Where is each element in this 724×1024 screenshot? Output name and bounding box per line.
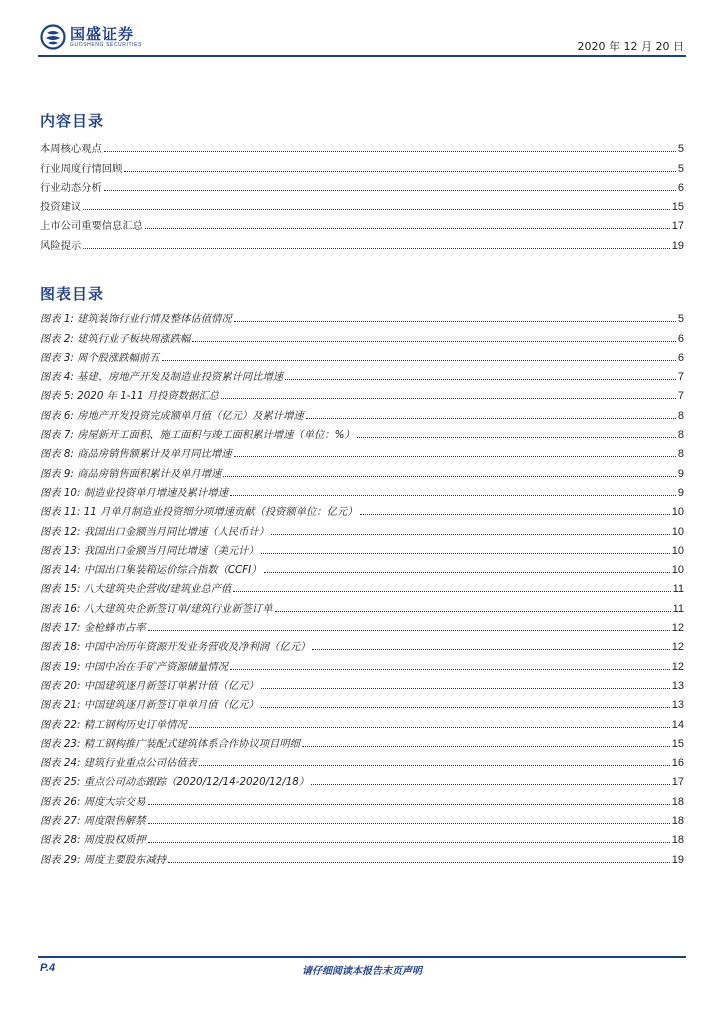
- figure-entry[interactable]: [40, 557, 684, 576]
- contents-entry[interactable]: [40, 175, 684, 194]
- figure-entry-page-number: 10: [671, 544, 684, 557]
- figure-entry-page-number: 17: [671, 776, 684, 789]
- figure-entry-label: 图表 19: 中国中冶在手矿产资源储量情况: [40, 658, 230, 673]
- contents-entry[interactable]: [40, 136, 684, 155]
- figure-entry[interactable]: [40, 499, 684, 518]
- dot-leader: [302, 746, 670, 747]
- figure-entry-label: 图表 8: 商品房销售额累计及单月同比增速: [40, 445, 234, 460]
- contents-entry-page-number: 6: [677, 181, 684, 194]
- figure-entry-label: 图表 4: 基建、房地产开发及制造业投资累计同比增速: [40, 368, 285, 383]
- dot-leader: [104, 151, 676, 152]
- figure-entry-label: 图表 1: 建筑装饰行业行情及整体估值情况: [40, 310, 234, 325]
- logo-mark-icon: [40, 24, 66, 50]
- figure-entry-page-number: 11: [672, 602, 684, 615]
- contents-list: [40, 136, 684, 252]
- dot-leader: [230, 495, 676, 496]
- contents-entry-page-number: 5: [677, 143, 684, 156]
- figure-entry[interactable]: [40, 595, 684, 614]
- dot-leader: [312, 649, 670, 650]
- figure-entry-label: 图表 13: 我国出口金额当月同比增速（美元计）: [40, 542, 261, 557]
- figure-entry[interactable]: [40, 846, 684, 865]
- figure-entry[interactable]: [40, 402, 684, 421]
- figure-entry[interactable]: [40, 441, 684, 460]
- figure-entry-page-number: 12: [671, 641, 684, 654]
- figure-entry[interactable]: [40, 422, 684, 441]
- dot-leader: [124, 171, 676, 172]
- report-date: 2020 年 12 月 20 日: [577, 40, 684, 53]
- footer-divider: [38, 956, 686, 958]
- dot-leader: [145, 228, 670, 229]
- dot-leader: [261, 707, 670, 708]
- figure-entry[interactable]: [40, 480, 684, 499]
- figure-entry-page-number: 16: [671, 757, 684, 770]
- figure-entry-label: 图表 21: 中国建筑逐月新签订单单月值（亿元）: [40, 696, 261, 711]
- contents-entry-label: 上市公司重要信息汇总: [40, 217, 145, 232]
- figure-entry[interactable]: [40, 345, 684, 364]
- dot-leader: [357, 437, 676, 438]
- figure-entry-page-number: 6: [677, 332, 684, 345]
- figure-entry-label: 图表 28: 周度股权质押: [40, 831, 148, 846]
- contents-entry-page-number: 15: [671, 201, 684, 214]
- dot-leader: [264, 572, 670, 573]
- dot-leader: [148, 804, 670, 805]
- figure-entry[interactable]: [40, 673, 684, 692]
- contents-entry-page-number: 19: [671, 239, 684, 252]
- dot-leader: [223, 476, 676, 477]
- figure-entry-label: 图表 10: 制造业投资单月增速及累计增速: [40, 484, 230, 499]
- figure-entry-page-number: 10: [671, 564, 684, 577]
- figure-entry-label: 图表 17: 金枪蜂市占率: [40, 619, 148, 634]
- dot-leader: [148, 630, 670, 631]
- figure-entry[interactable]: [40, 692, 684, 711]
- figure-entry-page-number: 12: [671, 660, 684, 673]
- figure-entry[interactable]: [40, 306, 684, 325]
- contents-entry-label: 行业动态分析: [40, 179, 104, 194]
- figure-entry[interactable]: [40, 325, 684, 344]
- figure-entry-label: 图表 5: 2020 年 1-11 月投资数据汇总: [40, 387, 221, 402]
- contents-entry-label: 行业周度行情回顾: [40, 160, 124, 175]
- figure-entry-label: 图表 3: 周个股涨跌幅前五: [40, 349, 162, 364]
- dot-leader: [192, 341, 675, 342]
- figure-entry-page-number: 8: [677, 448, 684, 461]
- dot-leader: [221, 398, 676, 399]
- figures-list: [40, 306, 684, 866]
- figures-title: 图表目录: [40, 285, 105, 303]
- figure-entry-label: 图表 20: 中国建筑逐月新签订单累计值（亿元）: [40, 677, 261, 692]
- figure-entry-label: 图表 29: 周度主要股东减持: [40, 851, 168, 866]
- contents-title: 内容目录: [40, 112, 105, 130]
- figure-entry[interactable]: [40, 615, 684, 634]
- figure-entry-page-number: 14: [671, 718, 684, 731]
- figure-entry[interactable]: [40, 460, 684, 479]
- figure-entry-label: 图表 14: 中国出口集装箱运价综合指数（CCFI）: [40, 561, 264, 576]
- figure-entry-label: 图表 25: 重点公司动态跟踪（2020/12/14-2020/12/18）: [40, 773, 311, 788]
- page-header: [0, 0, 724, 60]
- figure-entry-page-number: 19: [671, 853, 684, 866]
- figure-entry[interactable]: [40, 788, 684, 807]
- dot-leader: [261, 688, 670, 689]
- figure-entry-page-number: 5: [677, 313, 684, 326]
- figure-entry-page-number: 8: [677, 429, 684, 442]
- figure-entry-page-number: 11: [672, 583, 684, 596]
- contents-entry[interactable]: [40, 232, 684, 251]
- dot-leader: [233, 591, 670, 592]
- logo-english-name: GUOSHENG SECURITIES: [70, 42, 142, 48]
- figure-entry-page-number: 9: [677, 486, 684, 499]
- dot-leader: [234, 456, 676, 457]
- dot-leader: [104, 190, 676, 191]
- dot-leader: [275, 611, 671, 612]
- dot-leader: [285, 379, 676, 380]
- figure-entry-page-number: 9: [677, 467, 684, 480]
- company-logo: [40, 24, 142, 50]
- contents-entry[interactable]: [40, 155, 684, 174]
- contents-entry-label: 风险提示: [40, 237, 83, 252]
- dot-leader: [271, 534, 670, 535]
- figure-entry[interactable]: [40, 711, 684, 730]
- figure-entry-page-number: 10: [671, 506, 684, 519]
- figure-entry-page-number: 13: [671, 679, 684, 692]
- dot-leader: [234, 321, 676, 322]
- figure-entry-label: 图表 12: 我国出口金额当月同比增速（人民币计）: [40, 523, 271, 538]
- figure-entry[interactable]: [40, 576, 684, 595]
- figure-entry-page-number: 10: [671, 525, 684, 538]
- figure-entry[interactable]: [40, 634, 684, 653]
- figure-entry[interactable]: [40, 808, 684, 827]
- dot-leader: [83, 248, 670, 249]
- figure-entry-label: 图表 2: 建筑行业子板块周涨跌幅: [40, 330, 192, 345]
- contents-entry-label: 投资建议: [40, 198, 83, 213]
- figure-entry-page-number: 8: [677, 409, 684, 422]
- page-number: P.4: [40, 962, 56, 974]
- figure-entry-page-number: 13: [671, 699, 684, 712]
- figure-entry-page-number: 6: [677, 351, 684, 364]
- dot-leader: [189, 727, 670, 728]
- contents-entry[interactable]: [40, 213, 684, 232]
- contents-entry-label: 本周核心观点: [40, 140, 104, 155]
- dot-leader: [311, 784, 670, 785]
- figure-entry-page-number: 18: [671, 815, 684, 828]
- figure-entry-label: 图表 23: 精工钢构推广装配式建筑体系合作协议项目明细: [40, 735, 302, 750]
- dot-leader: [306, 418, 676, 419]
- contents-entry[interactable]: [40, 194, 684, 213]
- header-divider: [38, 55, 686, 57]
- figure-entry-page-number: 18: [671, 795, 684, 808]
- figure-entry-page-number: 18: [671, 834, 684, 847]
- figure-entry-label: 图表 22: 精工钢构历史订单情况: [40, 716, 189, 731]
- figure-entry[interactable]: [40, 827, 684, 846]
- dot-leader: [199, 765, 670, 766]
- dot-leader: [162, 360, 676, 361]
- figure-entry[interactable]: [40, 731, 684, 750]
- dot-leader: [168, 862, 670, 863]
- figure-entry[interactable]: [40, 383, 684, 402]
- dot-leader: [360, 514, 670, 515]
- logo-chinese-name: 国盛证券: [70, 25, 135, 43]
- figure-entry[interactable]: [40, 769, 684, 788]
- figure-entry-label: 图表 24: 建筑行业重点公司估值表: [40, 754, 199, 769]
- figure-entry-label: 图表 27: 周度限售解禁: [40, 812, 148, 827]
- dot-leader: [148, 842, 670, 843]
- figure-entry-label: 图表 18: 中国中冶历年资源开发业务营收及净利润（亿元）: [40, 638, 312, 653]
- figure-entry-page-number: 12: [671, 622, 684, 635]
- figure-entry-label: 图表 7: 房屋新开工面积、施工面积与竣工面积累计增速（单位：%）: [40, 426, 357, 441]
- contents-entry-page-number: 17: [671, 220, 684, 233]
- figure-entry-label: 图表 16: 八大建筑央企新签订单/建筑行业新签订单: [40, 600, 275, 615]
- figure-entry[interactable]: [40, 364, 684, 383]
- dot-leader: [148, 823, 670, 824]
- figure-entry[interactable]: [40, 538, 684, 557]
- figure-entry[interactable]: [40, 518, 684, 537]
- dot-leader: [230, 669, 670, 670]
- figure-entry-label: 图表 9: 商品房销售面积累计及单月增速: [40, 465, 223, 480]
- figure-entry-label: 图表 6: 房地产开发投资完成额单月值（亿元）及累计增速: [40, 407, 306, 422]
- disclaimer-note: 请仔细阅读本报告末页声明: [302, 966, 422, 977]
- dot-leader: [261, 553, 670, 554]
- dot-leader: [83, 209, 670, 210]
- figure-entry[interactable]: [40, 750, 684, 769]
- figure-entry[interactable]: [40, 653, 684, 672]
- figure-entry-page-number: 7: [677, 390, 684, 403]
- figure-entry-page-number: 7: [677, 371, 684, 384]
- contents-entry-page-number: 5: [677, 162, 684, 175]
- figure-entry-label: 图表 15: 八大建筑央企营收/建筑业总产值: [40, 580, 233, 595]
- figure-entry-label: 图表 26: 周度大宗交易: [40, 793, 148, 808]
- figure-entry-label: 图表 11: 11 月单月制造业投资细分项增速贡献（投资额单位：亿元）: [40, 503, 360, 518]
- figure-entry-page-number: 15: [671, 737, 684, 750]
